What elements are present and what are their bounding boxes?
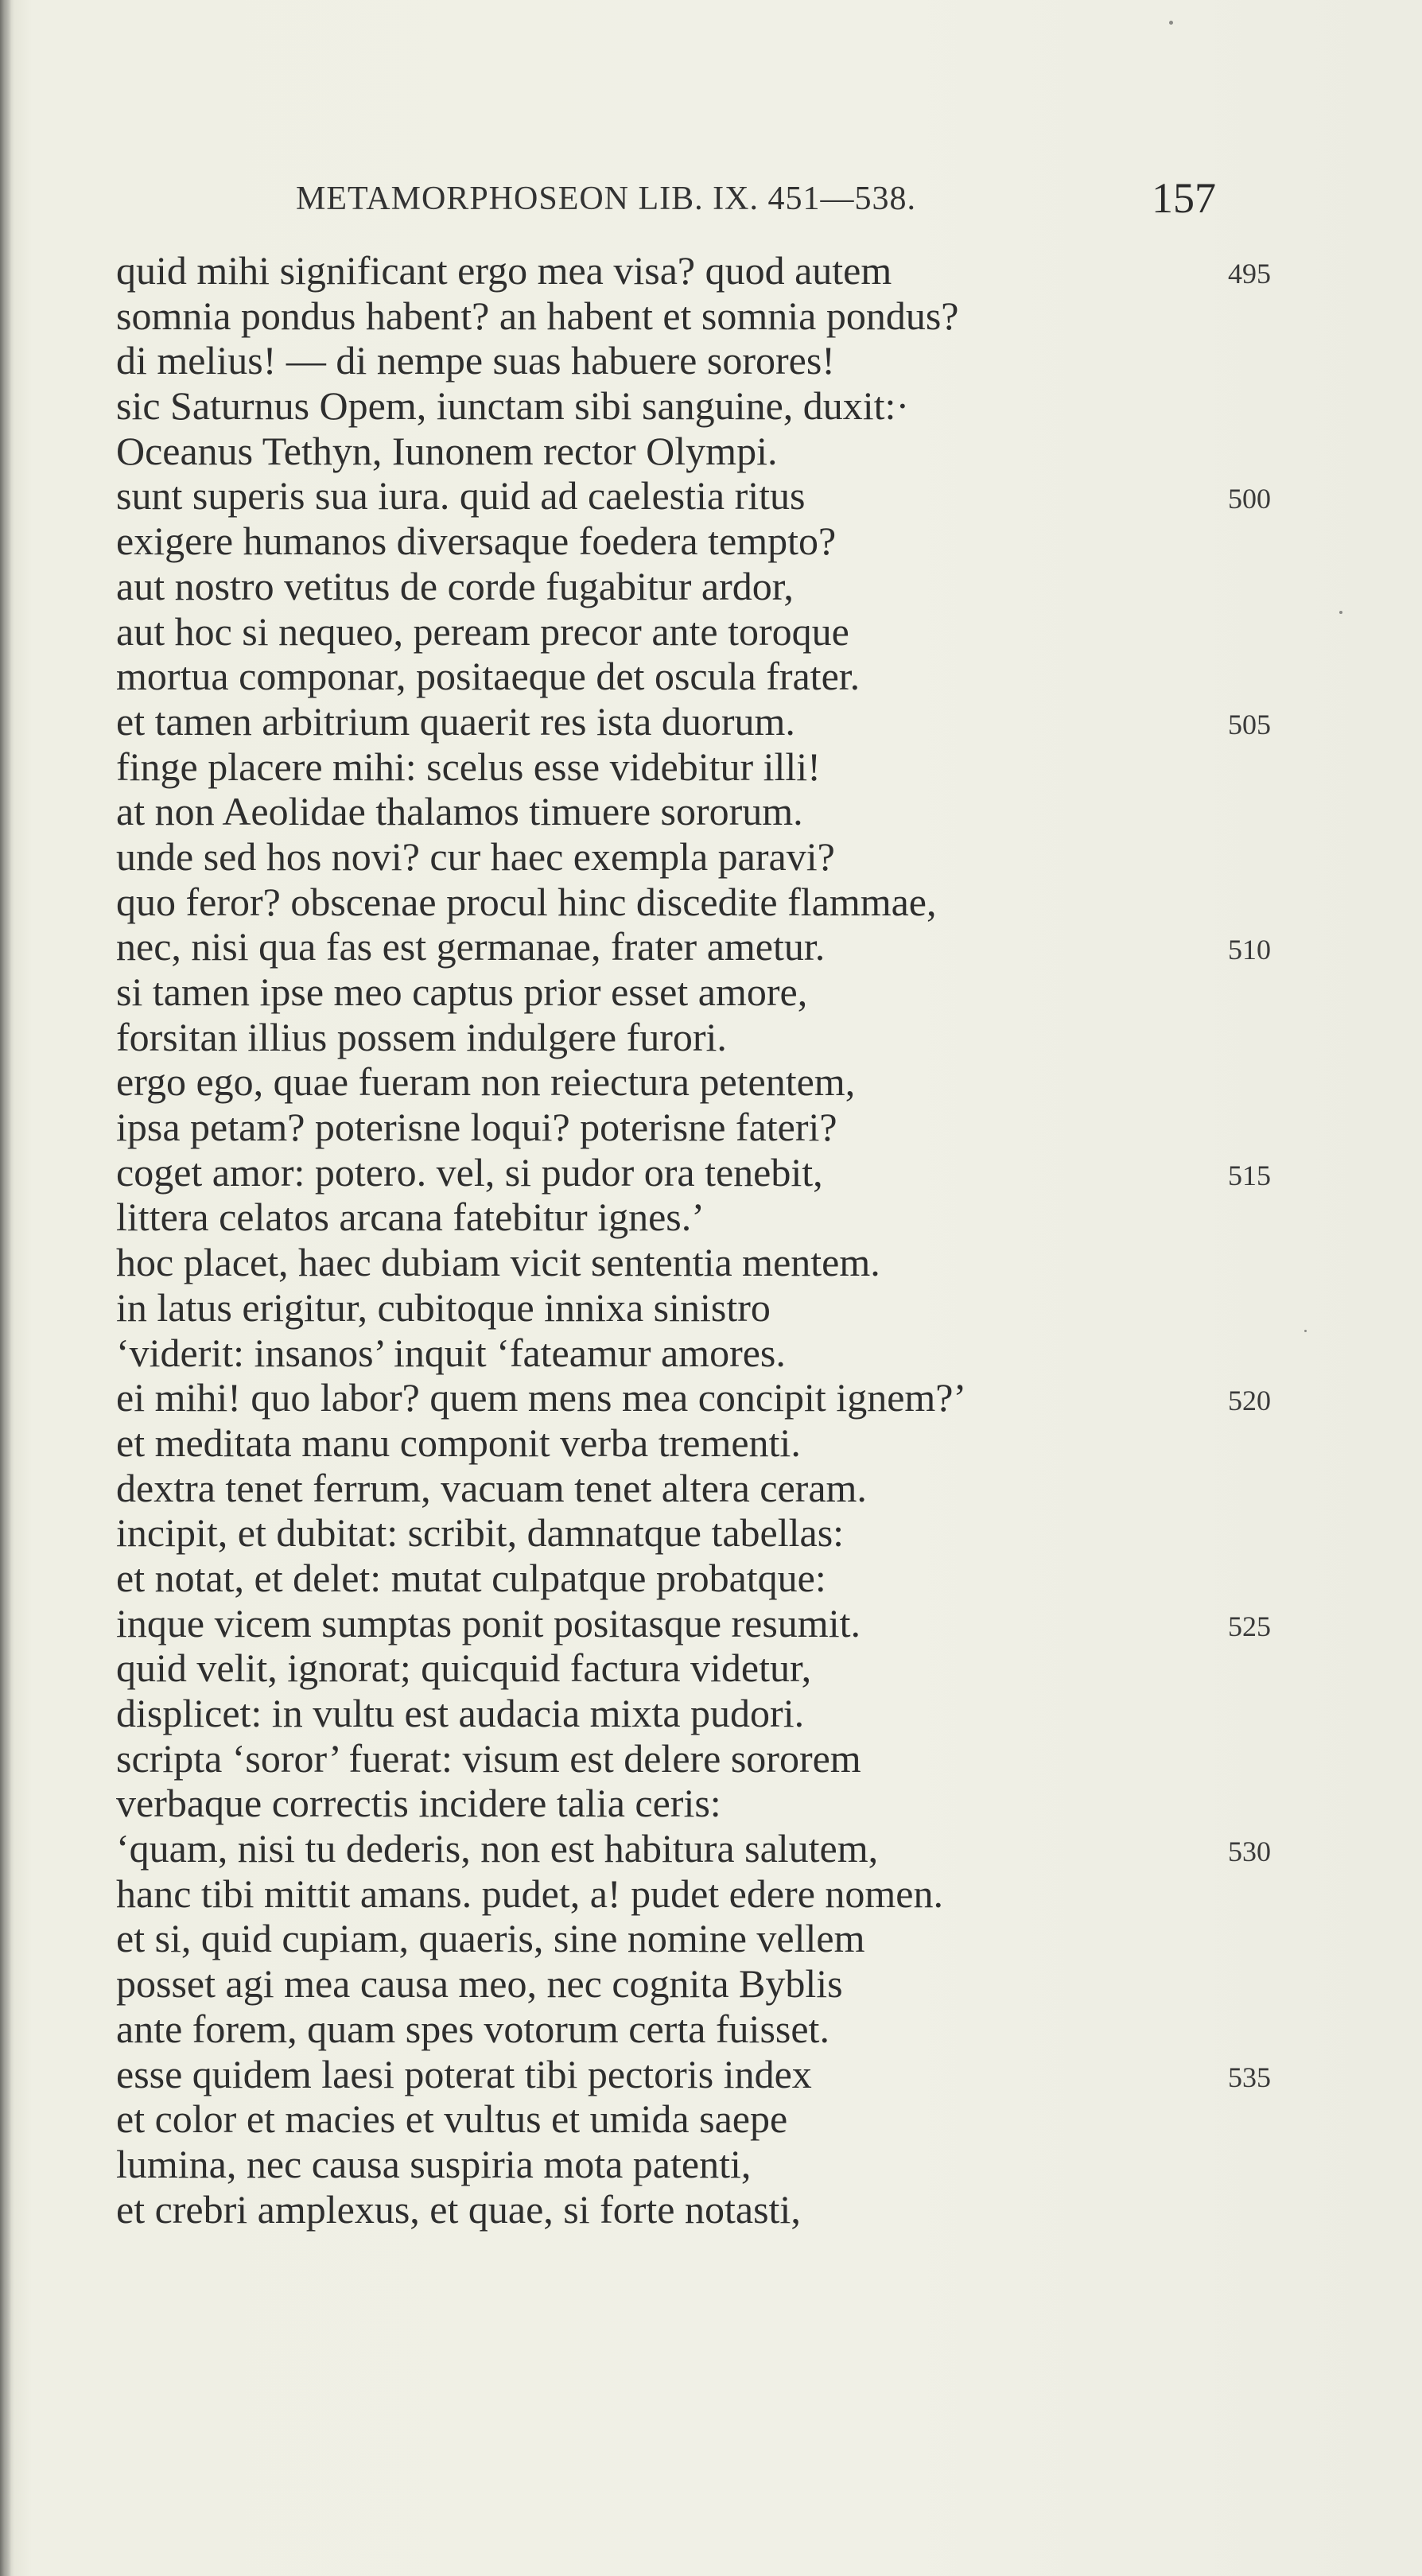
verse-text: sic Saturnus Opem, iunctam sibi sanguine, duxit:· — [116, 383, 910, 429]
verse-line — [116, 338, 1309, 383]
verse-line — [116, 654, 1309, 699]
verse-line — [116, 1916, 1309, 1961]
verse-text: verbaque correctis incidere talia ceris: — [116, 1781, 721, 1826]
line-number: 510 — [1228, 934, 1271, 966]
verse-line — [116, 2142, 1309, 2187]
verse-text: aut hoc si nequeo, peream precor ante toroque — [116, 608, 849, 654]
line-number: 530 — [1228, 1836, 1271, 1868]
verse-text: in latus erigitur, cubitoque innixa sinistro — [116, 1284, 771, 1330]
verse-text: exigere humanos diversaque foedera tempto? — [116, 519, 837, 564]
verse-line — [116, 429, 1309, 474]
verse-line — [116, 1331, 1309, 1376]
verse-list — [116, 248, 1309, 2232]
verse-line — [116, 1781, 1309, 1826]
verse-line — [116, 1015, 1309, 1060]
verse-text: ei mihi! quo labor? quem mens mea concipit ignem?’ — [116, 1375, 967, 1420]
verse-line — [116, 1285, 1309, 1331]
verse-text: incipit, et dubitat: scribit, damnatque tabellas: — [116, 1510, 845, 1556]
verse-line — [116, 834, 1309, 880]
verse-text: mortua componar, positaeque det oscula frater. — [116, 654, 861, 699]
verse-line — [116, 2187, 1309, 2232]
verse-text: inque vicem sumptas ponit positasque resumit. — [116, 1600, 861, 1645]
verse-text: et meditata manu componit verba trementi. — [116, 1420, 801, 1465]
line-number: 500 — [1228, 483, 1271, 515]
verse-text: sunt superis sua iura. quid ad caelestia ritus — [116, 473, 806, 519]
verse-text: Oceanus Tethyn, Iunonem rector Olympi. — [116, 428, 778, 473]
verse-text: hoc placet, haec dubiam vicit sententia mentem. — [116, 1240, 880, 1285]
verse-text: et color et macies et vultus et umida saepe — [116, 2096, 788, 2142]
verse-line — [116, 924, 1309, 969]
line-number: 515 — [1228, 1159, 1271, 1191]
verse-text: ‘viderit: insanos’ inquit ‘fateamur amores. — [116, 1330, 786, 1375]
verse-line — [116, 880, 1309, 925]
verse-text: dextra tenet ferrum, vacuam tenet altera ceram. — [116, 1465, 867, 1510]
verse-line — [116, 473, 1309, 519]
verse-line — [116, 564, 1309, 609]
verse-line — [116, 1871, 1309, 1917]
verse-line — [116, 248, 1309, 293]
verse-line — [116, 383, 1309, 429]
verse-text: ante forem, quam spes votorum certa fuisset. — [116, 2006, 830, 2051]
verse-line — [116, 519, 1309, 564]
verse-line — [116, 1556, 1309, 1601]
running-head-title: METAMORPHOSEON LIB. IX. 451—538. — [296, 181, 916, 217]
verse-text: coget amor: potero. vel, si pudor ora tenebit, — [116, 1149, 823, 1195]
verse-text: forsitan illius possem indulgere furori. — [116, 1014, 727, 1059]
verse-text: si tamen ipse meo captus prior esset amore, — [116, 969, 808, 1014]
verse-text: et tamen arbitrium quaerit res ista duorum. — [116, 698, 795, 744]
verse-text: et si, quid cupiam, quaeris, sine nomine vellem — [116, 1916, 865, 1961]
verse-line — [116, 609, 1309, 655]
verse-text: littera celatos arcana fatebitur ignes.’ — [116, 1195, 705, 1240]
verse-line — [116, 1510, 1309, 1556]
verse-text: lumina, nec causa suspiria mota patenti, — [116, 2141, 752, 2186]
line-number: 520 — [1228, 1385, 1271, 1417]
verse-line — [116, 1375, 1309, 1420]
verse-text: at non Aeolidae thalamos timuere sororum. — [116, 789, 803, 834]
verse-text: et crebri amplexus, et quae, si forte notasti, — [116, 2186, 801, 2232]
verse-line — [116, 1691, 1309, 1736]
verse-text: esse quidem laesi poterat tibi pectoris index — [116, 2051, 812, 2096]
verse-text: finge placere mihi: scelus esse videbitur illi! — [116, 744, 821, 789]
verse-line — [116, 1736, 1309, 1781]
verse-text: ipsa petam? poterisne loqui? poterisne fateri? — [116, 1105, 837, 1150]
verse-line — [116, 1420, 1309, 1466]
verse-text: aut nostro vetitus de corde fugabitur ardor, — [116, 563, 794, 608]
verse-line — [116, 1150, 1309, 1195]
verse-text: somnia pondus habent? an habent et somnia pondus? — [116, 293, 959, 338]
page-number: 157 — [1152, 174, 1216, 222]
verse-text: scripta ‘soror’ fuerat: visum est delere sororem — [116, 1735, 861, 1781]
verse-line — [116, 293, 1309, 339]
verse-line — [116, 1059, 1309, 1105]
verse-text: posset agi mea causa meo, nec cognita Byblis — [116, 1961, 843, 2007]
verse-line — [116, 2096, 1309, 2142]
verse-line — [116, 1466, 1309, 1511]
verse-text: displicet: in vultu est audacia mixta pudori. — [116, 1691, 805, 1735]
line-number: 505 — [1228, 708, 1271, 740]
verse-line — [116, 969, 1309, 1015]
verse-line — [116, 2007, 1309, 2052]
verse-text: di melius! — di nempe suas habuere sorores! — [116, 338, 835, 383]
verse-line — [116, 2052, 1309, 2097]
verse-text: hanc tibi mittit amans. pudet, a! pudet edere nomen. — [116, 1871, 943, 1916]
binding-gutter — [0, 0, 11, 2576]
verse-text: et notat, et delet: mutat culpatque probatque: — [116, 1555, 826, 1600]
verse-line — [116, 1195, 1309, 1240]
verse-line — [116, 1105, 1309, 1150]
verse-line — [116, 789, 1309, 834]
verse-text: quid mihi significant ergo mea visa? quod autem — [116, 248, 892, 293]
verse-text: quid velit, ignorat; quicquid factura videtur, — [116, 1645, 812, 1691]
verse-text: ergo ego, quae fueram non reiectura petentem, — [116, 1059, 856, 1105]
verse-line — [116, 744, 1309, 790]
paper-speck — [1169, 21, 1173, 25]
verse-text: nec, nisi qua fas est germanae, frater ametur. — [116, 924, 826, 969]
paper-speck — [1339, 611, 1342, 614]
line-number: 525 — [1228, 1610, 1271, 1642]
verse-text: ‘quam, nisi tu dederis, non est habitura salutem, — [116, 1826, 879, 1871]
verse-line — [116, 1645, 1309, 1691]
verse-text: quo feror? obscenae procul hinc discedite flammae, — [116, 879, 937, 924]
line-number: 495 — [1228, 258, 1271, 289]
verse-line — [116, 699, 1309, 744]
verse-line — [116, 1240, 1309, 1285]
verse-line — [116, 1601, 1309, 1646]
verse-line — [116, 1826, 1309, 1871]
running-head — [296, 174, 1218, 224]
verse-line — [116, 1961, 1309, 2007]
line-number: 535 — [1228, 2061, 1271, 2093]
verse-text: unde sed hos novi? cur haec exempla paravi? — [116, 833, 835, 879]
